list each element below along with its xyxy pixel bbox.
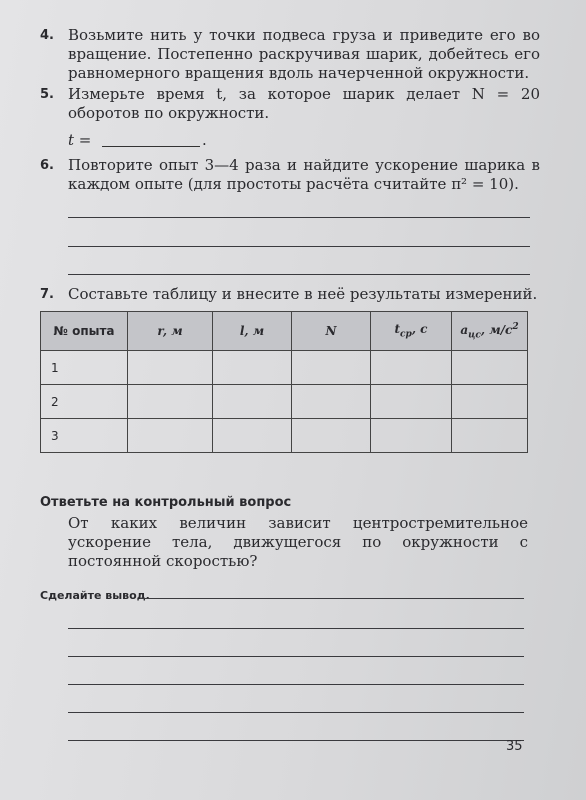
table-row: [41, 385, 528, 419]
table-cell[interactable]: [128, 419, 213, 453]
header-a: $a_{цс}$, $м/с^2$: [452, 312, 528, 351]
table-cell[interactable]: [128, 351, 213, 385]
task-number: 4.: [40, 28, 54, 43]
row-number: 3: [41, 419, 128, 453]
task-5: [40, 85, 540, 123]
table-row: [41, 419, 528, 453]
time-end: .: [202, 131, 207, 149]
table-cell[interactable]: [452, 351, 528, 385]
answer-line[interactable]: [68, 684, 524, 685]
task-text: Возьмите нить у точки подвеса груза и приведите его во вращение. Постепенно раскручивая шарик, добейтесь его равномерного вращения вдоль начерченной окружности.: [68, 26, 540, 82]
task-text: Составьте таблицу и внесите в неё результаты измерений.: [68, 285, 538, 303]
table-cell[interactable]: [292, 351, 371, 385]
task-number: 6.: [40, 158, 54, 173]
table-cell[interactable]: [371, 419, 452, 453]
time-answer-line[interactable]: [102, 146, 200, 147]
answer-line[interactable]: [68, 656, 524, 657]
results-table: [40, 311, 528, 453]
table-cell[interactable]: [213, 385, 292, 419]
table-cell[interactable]: [292, 385, 371, 419]
table-cell[interactable]: [292, 419, 371, 453]
task-number: 5.: [40, 87, 54, 102]
answer-line[interactable]: [68, 740, 524, 741]
header-r: r, м: [128, 312, 213, 351]
table-cell[interactable]: [213, 351, 292, 385]
table-cell[interactable]: [452, 385, 528, 419]
answer-line[interactable]: [68, 217, 530, 218]
table-cell[interactable]: [371, 351, 452, 385]
table-cell[interactable]: [128, 385, 213, 419]
header-experiment-no: № опыта: [41, 312, 128, 351]
table-cell[interactable]: [371, 385, 452, 419]
conclusion-label: Сделайте вывод.: [40, 589, 150, 602]
table-row: [41, 351, 528, 385]
answer-line[interactable]: [68, 274, 530, 275]
task-text: Измерьте время t, за которое шарик делает N = 20 оборотов по окружности.: [68, 85, 540, 122]
table-cell[interactable]: [452, 419, 528, 453]
control-question-text: От каких величин зависит центростремительное ускорение тела, движущегося по окружности с постоянной скоростью?: [68, 514, 528, 570]
task-4: [40, 26, 540, 83]
row-number: 1: [41, 351, 128, 385]
answer-line[interactable]: [68, 246, 530, 247]
page-number: 35: [506, 739, 523, 754]
task-7: [40, 285, 540, 304]
row-number: 2: [41, 385, 128, 419]
table-cell[interactable]: [213, 419, 292, 453]
header-n: N: [292, 312, 371, 351]
answer-line[interactable]: [140, 598, 524, 599]
table-header-row: [41, 312, 528, 351]
control-question-heading: Ответьте на контрольный вопрос: [40, 495, 292, 510]
answer-line[interactable]: [68, 712, 524, 713]
task-6: [40, 156, 540, 194]
task-number: 7.: [40, 287, 54, 302]
header-l: l, м: [213, 312, 292, 351]
time-label: t =: [68, 131, 92, 149]
header-t: $t_{ср}$, с: [371, 312, 452, 351]
answer-line[interactable]: [68, 628, 524, 629]
task-text: Повторите опыт 3—4 раза и найдите ускорение шарика в каждом опыте (для простоты расчёта считайте π² = 10).: [68, 156, 540, 193]
